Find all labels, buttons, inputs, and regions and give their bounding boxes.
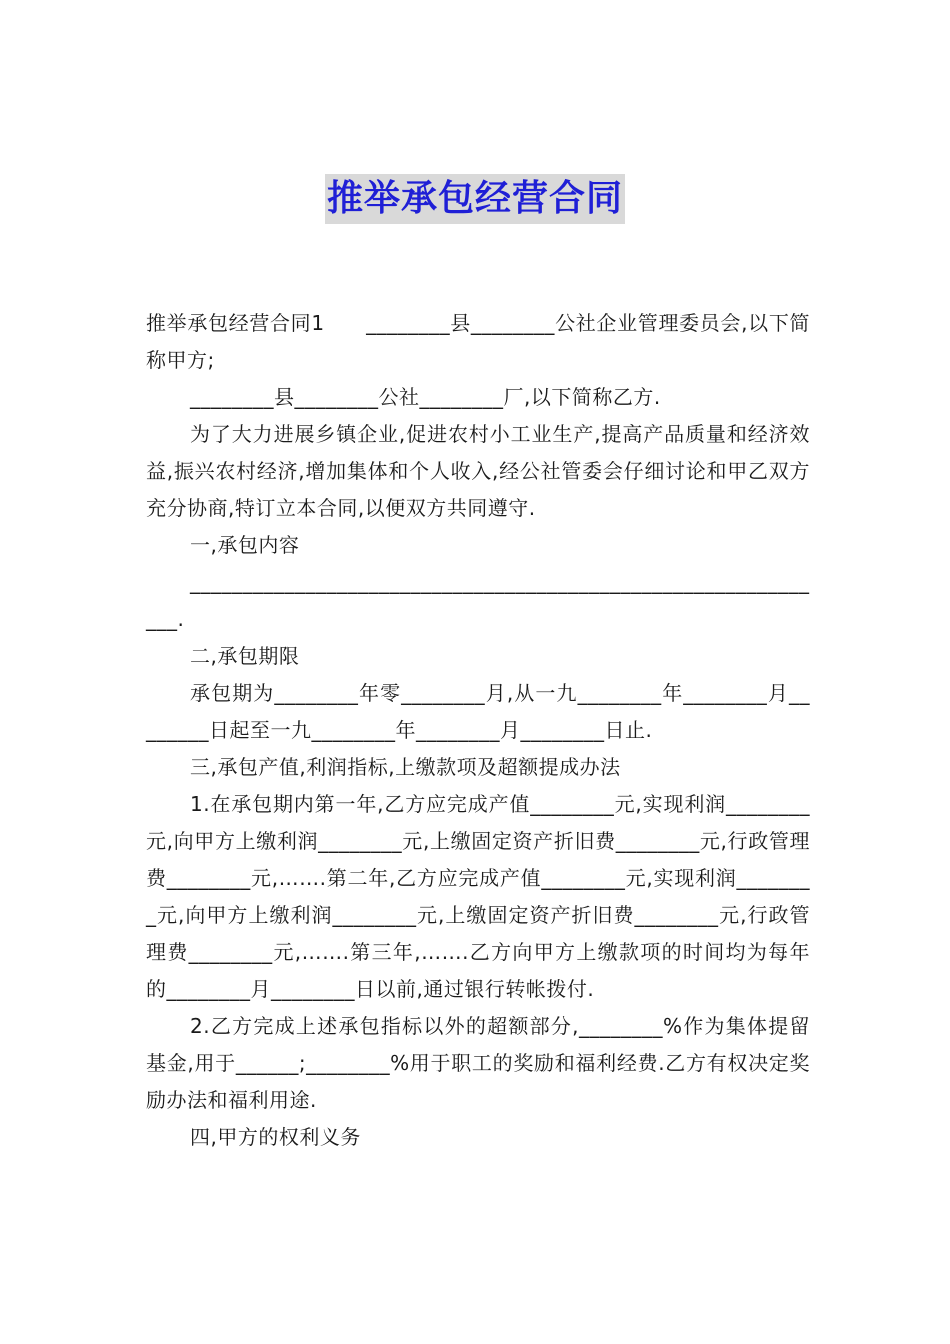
document-body bbox=[146, 305, 810, 1156]
heading-contract-content: 一,承包内容 bbox=[190, 533, 300, 557]
paragraph-clause-1: 1.在承包期内第一年,乙方应完成产值________元,实现利润________元,向甲方上缴利润________元,上缴固定资产折旧费________元,行政管理费________元,…….第二年,乙方应完成产值________元,实现利润________元,向甲方上缴利润________元,上缴固定资产折旧费________元,行政管理费________元,…….第三年,…….乙方向甲方上缴款项的时间均为每年的________月________日以前,通过银行转帐拨付. bbox=[146, 792, 810, 1001]
heading-contract-term: 二,承包期限 bbox=[190, 644, 300, 668]
heading-party-a-rights: 四,甲方的权利义务 bbox=[190, 1125, 361, 1149]
heading-output-targets: 三,承包产值,利润指标,上缴款项及超额提成办法 bbox=[190, 755, 621, 779]
paragraph-contract-term: 承包期为________年零________月,从一九________年________月________日起至一九________年________月________日止. bbox=[146, 681, 810, 742]
document-title: 推举承包经营合同 bbox=[325, 174, 625, 224]
paragraph-party-b: ________县________公社________厂,以下简称乙方. bbox=[190, 385, 661, 409]
title-container bbox=[0, 174, 950, 224]
paragraph-content-blank: ______________________________________________________________. bbox=[146, 570, 810, 631]
paragraph-purpose: 为了大力进展乡镇企业,促进农村小工业生产,提高产品质量和经济效益,振兴农村经济,增加集体和个人收入,经公社管委会仔细讨论和甲乙双方充分协商,特订立本合同,以便双方共同遵守. bbox=[146, 422, 810, 520]
paragraph-party-a: 推举承包经营合同1 ________县________公社企业管理委员会,以下简称甲方; bbox=[146, 311, 810, 372]
paragraph-clause-2: 2.乙方完成上述承包指标以外的超额部分,________%作为集体提留基金,用于______;________%用于职工的奖励和福利经费.乙方有权决定奖励办法和福利用途. bbox=[146, 1014, 810, 1112]
